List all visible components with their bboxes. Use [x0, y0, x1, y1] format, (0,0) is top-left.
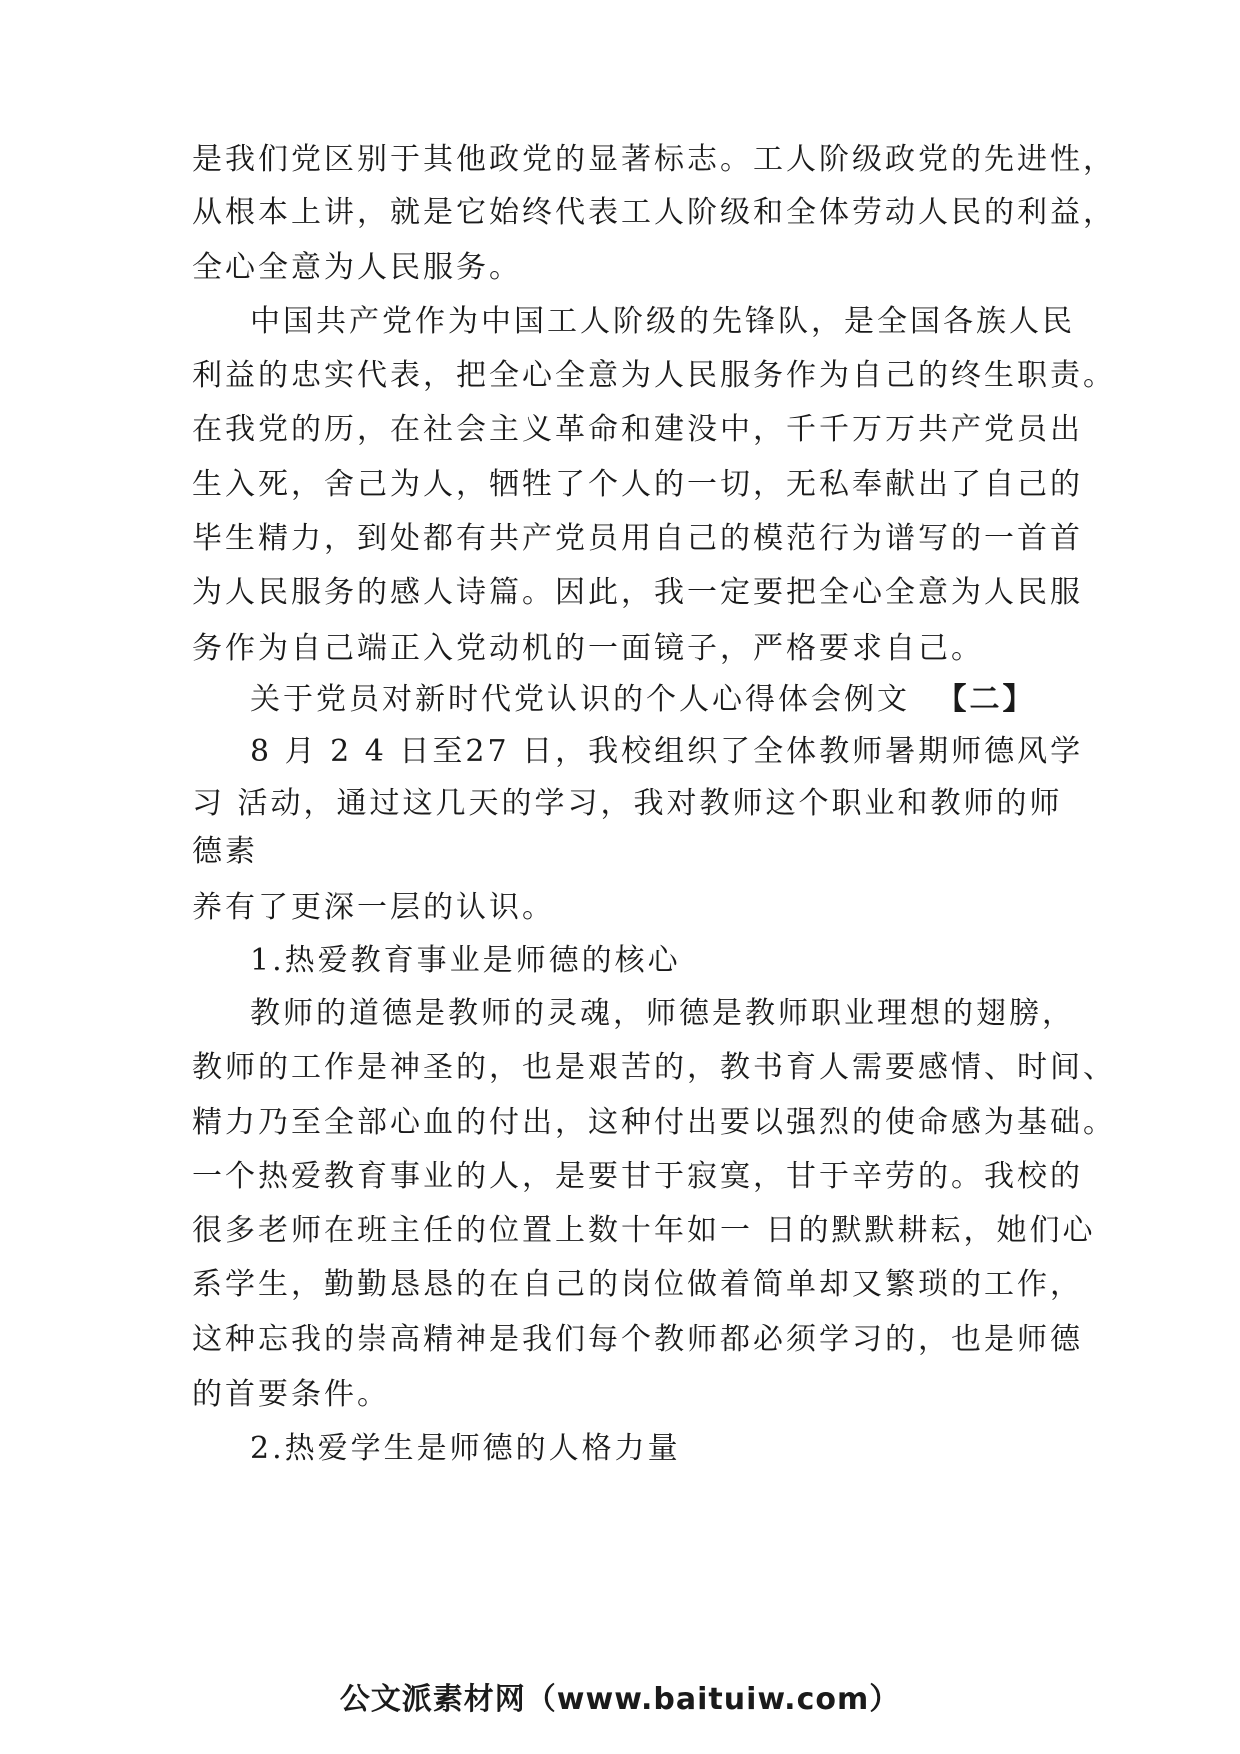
paragraph-line: 一个热爱教育事业的人，是要甘于寂寞，甘于辛劳的。我校的	[192, 1159, 1083, 1194]
subheading: 1.热爱教育事业是师德的核心	[250, 943, 681, 978]
paragraph-line: 习 活动，通过这几天的学习，我对教师这个职业和教师的师	[192, 786, 1063, 821]
paragraph-line: 中国共产党作为中国工人阶级的先锋队，是全国各族人民	[250, 304, 1075, 339]
subheading: 2.热爱学生是师德的人格力量	[250, 1431, 681, 1466]
paragraph-line: 务作为自己端正入党动机的一面镜子，严格要求自己。	[192, 631, 984, 666]
paragraph-line: 全心全意为人民服务。	[192, 250, 522, 285]
paragraph-line: 8 月 2 4 日至27 日，我校组织了全体教师暑期师德风学	[250, 734, 1084, 769]
paragraph-line: 为人民服务的感人诗篇。因此，我一定要把全心全意为人民服	[192, 575, 1083, 610]
paragraph-line: 精力乃至全部心血的付出，这种付出要以强烈的使命感为基础。	[192, 1105, 1116, 1140]
section-heading-number: 【二】	[936, 682, 1036, 717]
footer-site-name: 公文派素材网（www.baituiw.com）	[339, 1682, 901, 1717]
paragraph-line: 教师的工作是神圣的，也是艰苦的，教书育人需要感情、时间、	[192, 1050, 1116, 1085]
paragraph-line: 德素	[192, 834, 258, 869]
paragraph-line: 从根本上讲，就是它始终代表工人阶级和全体劳动人民的利益，	[192, 195, 1116, 230]
paragraph-line: 教师的道德是教师的灵魂，师德是教师职业理想的翅膀，	[250, 996, 1075, 1031]
paragraph-line: 是我们党区别于其他政党的显著标志。工人阶级政党的先进性，	[192, 142, 1116, 177]
paragraph-line: 的首要条件。	[192, 1377, 390, 1412]
section-heading-text: 关于党员对新时代党认识的个人心得体会例文	[250, 682, 910, 717]
paragraph-line: 养有了更深一层的认识。	[192, 890, 555, 925]
paragraph-line: 生入死，舍己为人，牺牲了个人的一切，无私奉献出了自己的	[192, 467, 1083, 502]
section-heading	[250, 680, 1036, 720]
paragraph-line: 利益的忠实代表，把全心全意为人民服务作为自己的终生职责。	[192, 358, 1116, 393]
paragraph-line: 这种忘我的崇高精神是我们每个教师都必须学习的，也是师德	[192, 1322, 1083, 1357]
paragraph-line: 很多老师在班主任的位置上数十年如一 日的默默耕耘，她们心	[192, 1213, 1096, 1248]
paragraph-line: 在我党的历，在社会主义革命和建没中，千千万万共产党员出	[192, 412, 1083, 447]
paragraph-line: 毕生精力，到处都有共产党员用自己的模范行为谱写的一首首	[192, 521, 1083, 556]
paragraph-line: 系学生，勤勤恳恳的在自己的岗位做着简单却又繁琐的工作，	[192, 1267, 1083, 1302]
